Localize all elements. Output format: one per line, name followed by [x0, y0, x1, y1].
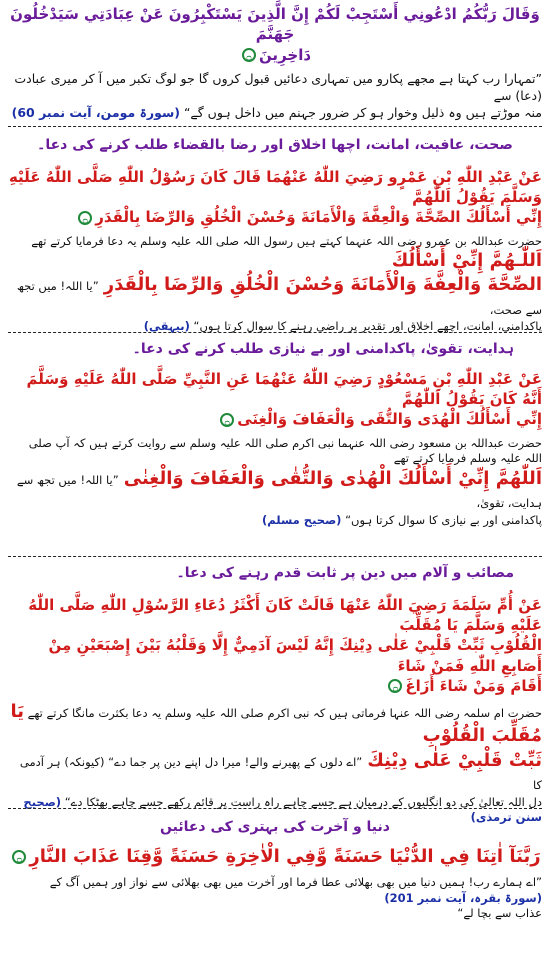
- hadith-line-2: [8, 207, 542, 227]
- dua-line: [8, 749, 542, 795]
- hadith-line-2: الْقُلُوْبِ ثَبِّتْ قَلْبِيْ عَلٰى دِيْنِكَ إِنَّهُ لَيْسَ آدَمِيٌّ إِلَّا وَقَلْبُهُ بَيْنَ إِصْبَعَيْنِ مِنْ أَصَابِعِ اللّٰهِ فَمَنْ شَاءَ: [48, 636, 542, 675]
- urdu-meaning-2-text: دل اللہ تعالیٰ کی دو انگلیوں کے درمیان ہے جسے چاہے راہ راست پر قائم رکھے جسے چاہے بھٹکا دے“: [64, 794, 542, 809]
- hadith-line-3-text: أَقَامَ وَمَنْ شَاءَ أَزَاغَ: [405, 676, 542, 695]
- urdu-translation-3: عذاب سے بچا لے“: [457, 906, 542, 921]
- urdu-intro: [8, 234, 542, 274]
- reference-label: (سورۃ مومن، آیت نمبر 60): [11, 104, 180, 120]
- dua-line: [8, 273, 542, 319]
- urdu-meaning-1: ”اے دلوں کے پھیرنے والے! میرا دل اپنے دین پر جما دے“ (کیونکہ) ہر آدمی کا: [19, 754, 542, 793]
- urdu-intro: [8, 700, 542, 749]
- ayah-end-icon: ۝: [12, 850, 26, 864]
- hadith-line-1: عَنْ عَبْدِ اللّٰهِ بْنِ عَمْرٍو رَضِيَ اللّٰهُ عَنْهُمَا قَالَ كَانَ رَسُوْلُ اللّٰهِ صَلَّى اللّٰهُ عَلَيْهِ وَسَلَّمَ يَقُوْلُ اَللّٰهُمَّ: [8, 167, 542, 207]
- section-steadfast-dua: [8, 564, 542, 826]
- urdu-translation-2-text: منہ موڑتے ہیں وہ ذلیل وخوار ہو کر ضرور جہنم میں داخل ہوں گے“: [183, 104, 542, 120]
- section-heading: دنیا و آخرت کی بہتری کی دعائیں: [160, 819, 390, 835]
- urdu-intro: حضرت عبداللہ بن مسعود رضی اللہ عنہما نبی اکرم صلی اللہ علیہ وسلم سے روایت کرتے ہیں کہ آپ صلی اللہ علیہ وسلم فرمایا کرتے تھے: [28, 435, 542, 466]
- reference-label: (صحیح مسلم): [262, 512, 342, 527]
- ayah-line: [8, 845, 542, 869]
- hadith-line-3: [8, 676, 542, 696]
- section-heading: صحت، عافیت، امانت، اچھا اخلاق اور رضا بالقضاء طلب کرنے کی دعا۔: [37, 137, 513, 153]
- hadith-line-2-text: إِنِّي أَسْأَلُكَ الْهُدَى وَالتُّقَى وَالْعَفَافَ وَالْغِنَى: [237, 410, 542, 429]
- section-dunya-akhirah-dua: [8, 818, 542, 922]
- ayah-text: رَبَّنَآ اٰتِنَا فِي الدُّنْيَا حَسَنَةً وَّفِي الْاٰخِرَةِ حَسَنَةً وَّقِنَا عَذَابَ النَّارِ: [29, 845, 541, 867]
- reference-label: (بیہقی): [143, 319, 190, 334]
- hadith-line-1: عَنْ عَبْدِ اللّٰهِ بْنِ مَسْعُوْدٍ رَضِيَ اللّٰهُ عَنْهُمَا عَنِ النَّبِيِّ صَلَّى اللّٰهُ عَلَيْهِ وَسَلَّمَ أَنَّهُ كَانَ يَقُوْلُ اَللّٰهُمَّ: [26, 369, 542, 409]
- hadith-line-2: [8, 409, 542, 429]
- urdu-translation-2: [8, 891, 542, 907]
- section-heading: مصائب و آلام میں دین پر ثابت قدم رہنے کی دعا۔: [176, 565, 514, 581]
- urdu-translation-1: ”اے ہمارے رب! ہمیں دنیا میں بھی بھلائی عطا فرما اور آخرت میں بھی بھلائی سے نواز اور ہمیں آگ کے: [49, 875, 542, 890]
- urdu-translation-2: [8, 105, 542, 122]
- ayah-end-icon: ۝: [220, 413, 234, 427]
- urdu-meaning-2: [8, 513, 542, 529]
- ayah-end-icon: ۝: [242, 48, 256, 62]
- dashed-divider: [8, 332, 542, 333]
- dua-line: [8, 467, 542, 513]
- section-guidance-dua: [8, 340, 542, 528]
- section-health-dua: [8, 136, 542, 335]
- dua-arabic: اَللّٰهُمَّ إِنِّيْ أَسْأَلُكَ الْهُدٰى وَالتُّقٰى وَالْعَفَافَ وَالْغِنٰى: [123, 467, 542, 489]
- reference-label: (سورۃ بقرہ، آیت نمبر 201): [384, 890, 542, 905]
- hadith-line-1: عَنْ أُمِّ سَلَمَةَ رَضِيَ اللّٰهُ عَنْهَا قَالَتْ كَانَ أَكْثَرُ دُعَاءِ الرَّسُوْلِ اللّٰهِ صَلَّى اللّٰهُ عَلَيْهِ وَسَلَّمَ يَا مُقَلِّبَ: [28, 595, 542, 635]
- urdu-meaning-1: ”یا اللہ! میں تجھ سے ہدایت، تقویٰ،: [16, 472, 542, 510]
- dashed-divider: [8, 126, 542, 127]
- urdu-meaning-1: ”یا اللہ! میں تجھ سے صحت،: [16, 279, 542, 317]
- urdu-meaning-2-text: پاکدامنی، امانت، اچھے اخلاق اور تقدیر پر راضی رہنے کا سوال کرتا ہوں“: [193, 319, 542, 334]
- hadith-line-2-text: إِنِّي أَسْأَلُكَ الصِّحَّةَ وَالْعِفَّةَ وَالْأَمَانَةَ وَحُسْنَ الْخُلُقِ وَالرِّضَا بِالْقَدَرِ: [95, 208, 542, 227]
- ayah-line-2-text: دَاخِرِينَ: [258, 45, 312, 64]
- urdu-intro-text: حضرت عبداللہ بن عمرو رضی اللہ عنہما کہتے ہیں رسول اللہ صلی اللہ علیہ وسلم یہ دعا فرمایا کرتے تھے: [31, 233, 542, 248]
- ayah-line-2: [8, 45, 542, 65]
- section-ayah-dua: [8, 4, 542, 121]
- dua-arabic-a: اَللّٰـهُمَّ إِنِّيْ أَسْأَلُكَ: [391, 250, 542, 272]
- urdu-intro-text: حضرت ام سلمہ رضی اللہ عنہا فرماتی ہیں کہ نبی اکرم صلی اللہ علیہ وسلم یہ دعا بکثرت مانگا کرتے تھے: [27, 706, 542, 721]
- ayah-end-icon: ۝: [78, 211, 92, 225]
- dashed-divider: [8, 808, 542, 809]
- dashed-divider: [8, 556, 542, 557]
- dua-arabic-b: الصِّحَّةَ وَالْعِفَّةَ وَالْأَمَانَةَ وَحُسْنَ الْخُلُقِ وَالرِّضَا بِالْقَدَرِ: [103, 274, 542, 296]
- reference-label: (صحیح سنن ترمذی): [23, 794, 542, 825]
- dua-arabic-a: يَا مُقَلِّبَ الْقُلُوْبِ: [10, 701, 542, 747]
- urdu-meaning-2-text: پاکدامنی اور بے نیازی کا سوال کرتا ہوں“: [345, 512, 542, 527]
- ayah-end-icon: ۝: [388, 679, 402, 693]
- dua-arabic-b: ثَبِّتْ قَلْبِيْ عَلٰى دِيْنِكَ: [367, 749, 542, 771]
- urdu-translation-1: ”تمہارا رب کہتا ہے مجھے پکارو میں تمہاری دعائیں قبول کروں گا جو لوگ تکبر میں آ کر میری عبادت (دعا) سے: [14, 70, 542, 103]
- section-heading: ہدایت، تقویٰ، پاکدامنی اور بے نیازی طلب کرنے کی دعا۔: [132, 341, 514, 357]
- ayah-line-1: وَقَالَ رَبُّكُمُ ادْعُونِي أَسْتَجِبْ لَكُمْ إِنَّ الَّذِينَ يَسْتَكْبِرُونَ عَنْ عِبَادَتِي سَيَدْخُلُونَ جَهَنَّمَ: [10, 5, 540, 44]
